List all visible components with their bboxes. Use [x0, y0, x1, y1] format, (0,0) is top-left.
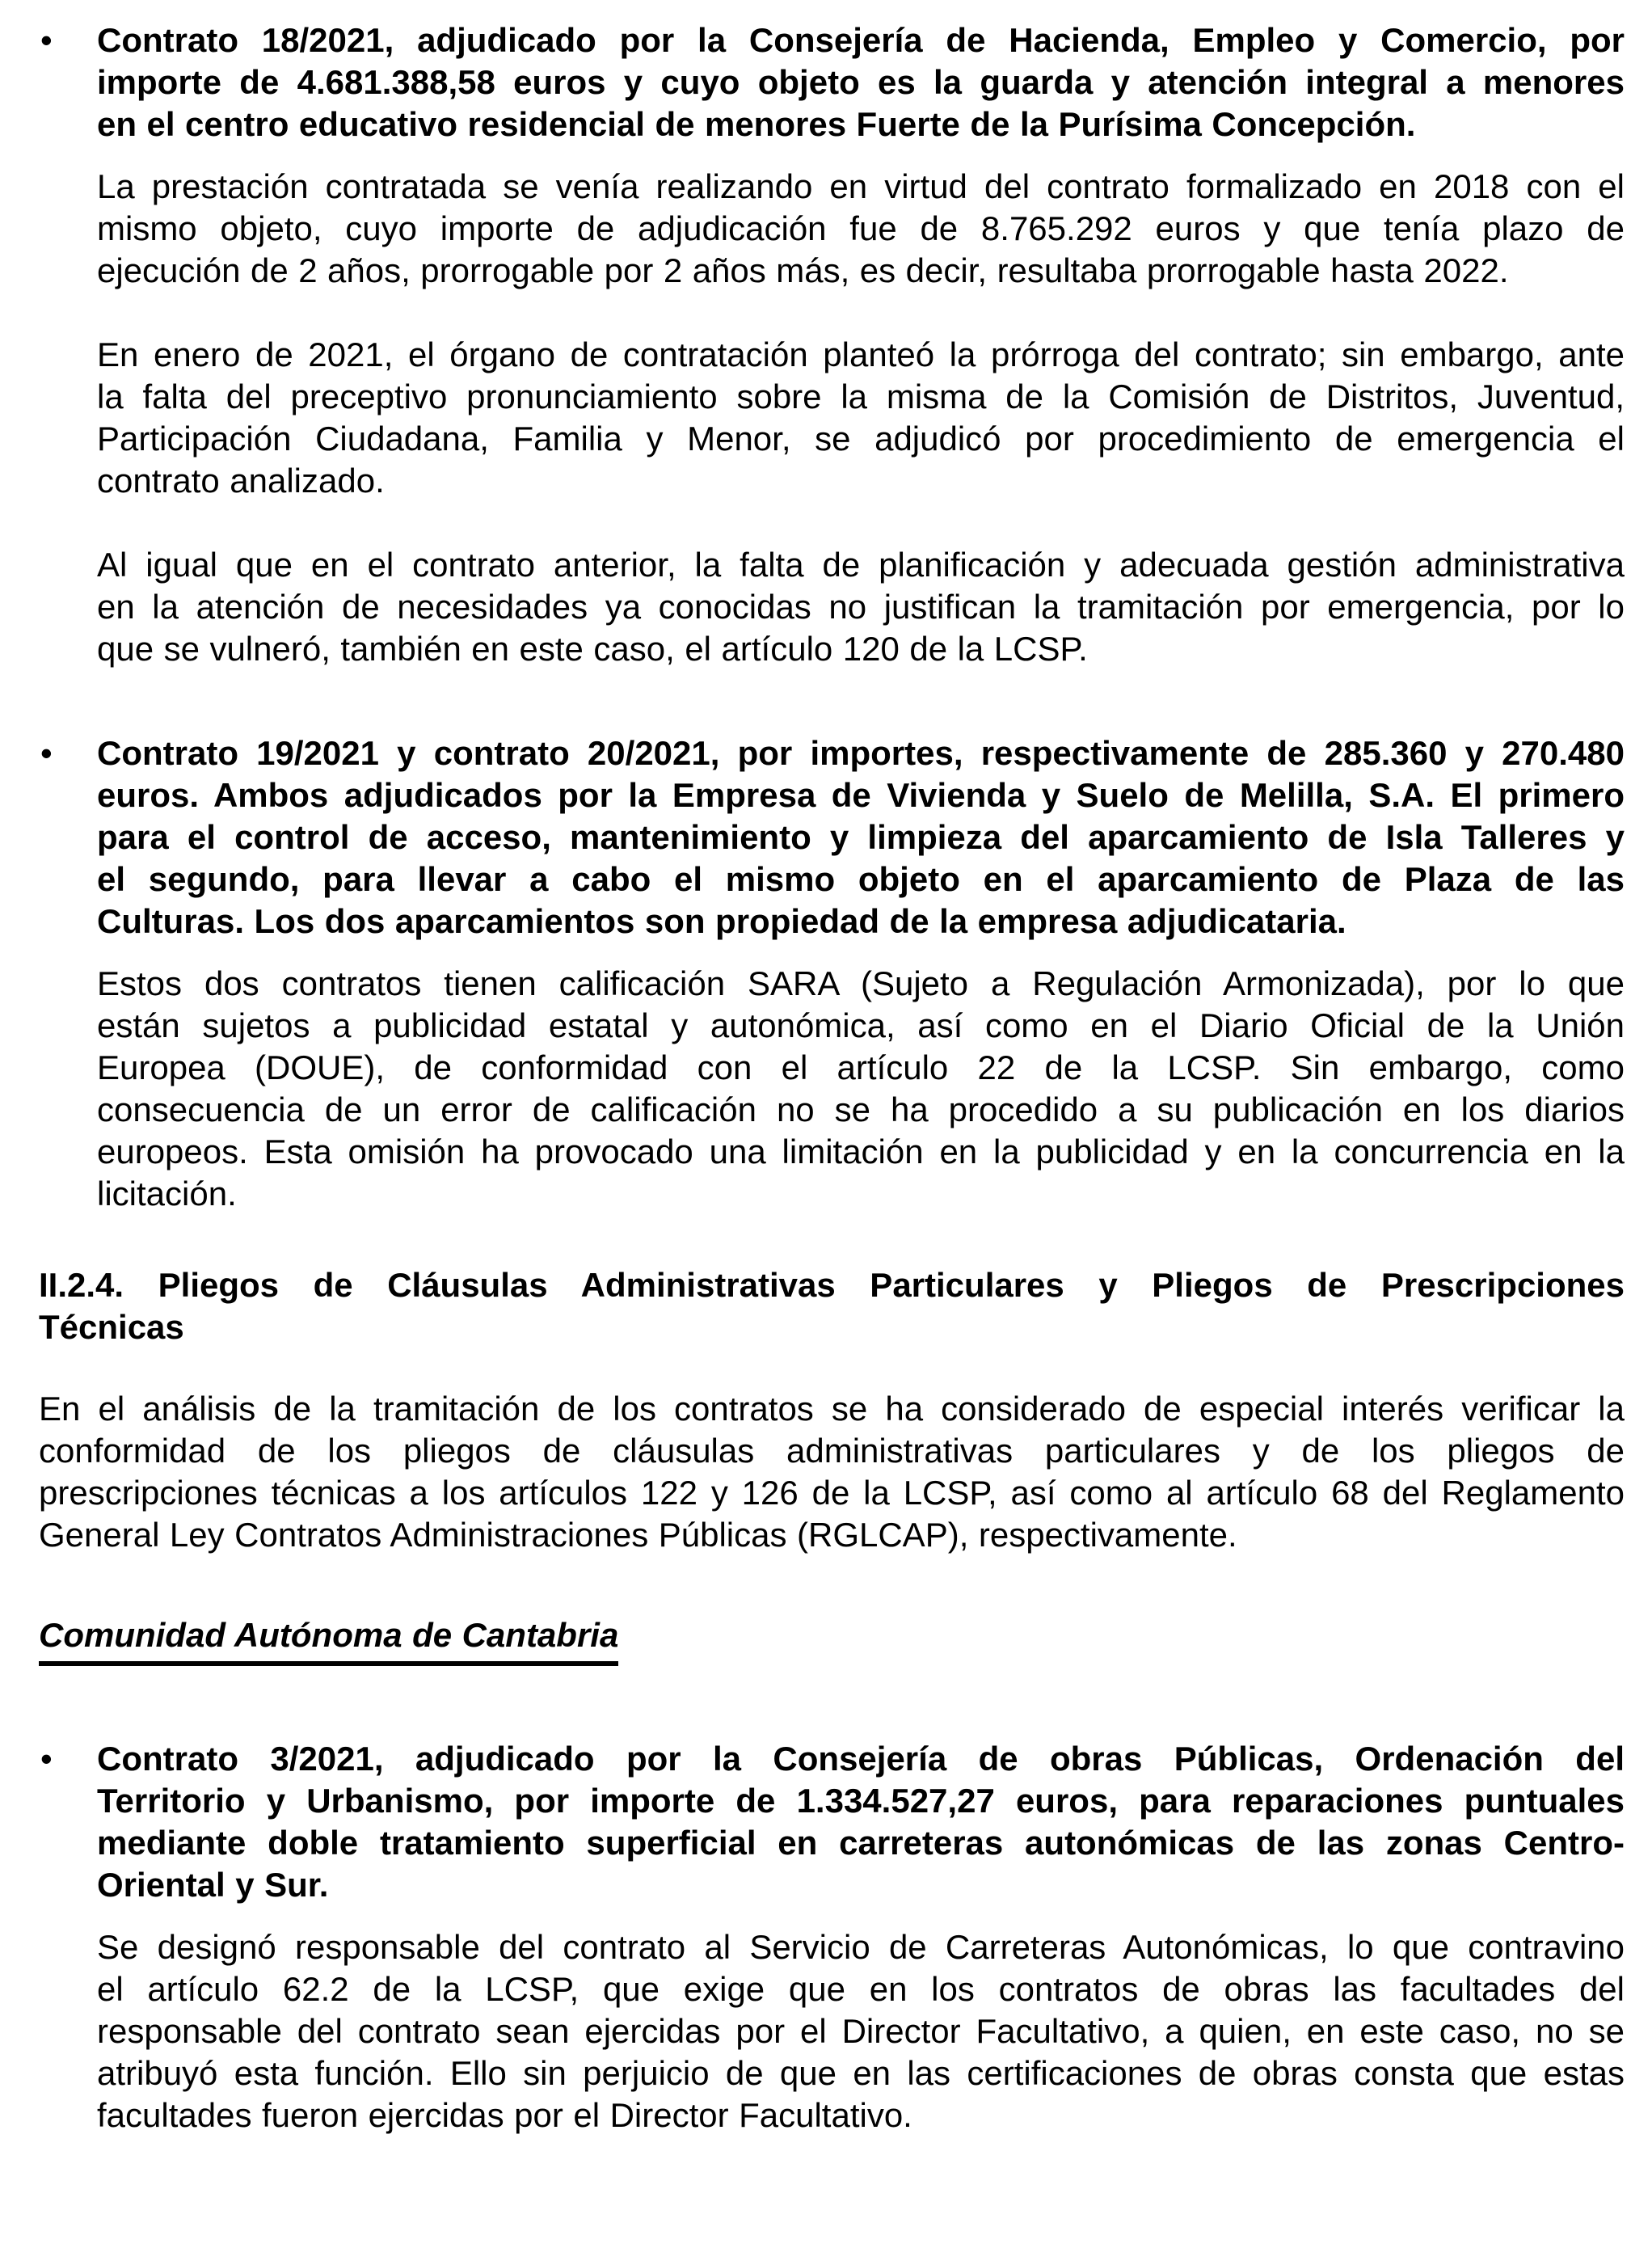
text-line: conformidad de los pliegos de cláusulas administrativas particulares y de los pliegos de: [39, 1432, 1625, 1470]
body-paragraph: [97, 963, 1625, 1215]
text-line: mediante doble tratamiento superficial en carreteras autonómicas de las zonas Centro-: [97, 1824, 1625, 1862]
bullet-paragraph: [39, 1738, 1625, 1906]
text-line: Contrato 18/2021, adjudicado por la Consejería de Hacienda, Empleo y Comercio, por: [97, 21, 1625, 59]
text-line: euros. Ambos adjudicados por la Empresa de Vivienda y Suelo de Melilla, S.A. El primero: [97, 776, 1625, 814]
body-paragraph: [97, 1926, 1625, 2136]
text-line: En enero de 2021, el órgano de contratación planteó la prórroga del contrato; sin embargo, ante: [97, 335, 1625, 373]
text-line: licitación.: [97, 1175, 237, 1213]
text-line: General Ley Contratos Administraciones Públicas (RGLCAP), respectivamente.: [39, 1516, 1237, 1554]
text-line: Técnicas: [39, 1308, 184, 1346]
text-line: La prestación contratada se venía realizando en virtud del contrato formalizado en 2018 con el: [97, 167, 1625, 205]
bullet-icon: •: [40, 21, 53, 59]
text-line: Al igual que en el contrato anterior, la falta de planificación y adecuada gestión administrativa: [97, 546, 1625, 584]
text-line: prescripciones técnicas a los artículos 122 y 126 de la LCSP, así como al artículo 68 del Reglamento: [39, 1474, 1625, 1512]
bullet-icon: •: [40, 734, 53, 772]
text-line: consecuencia de un error de calificación no se ha procedido a su publicación en los diarios: [97, 1090, 1625, 1128]
text-line: Territorio y Urbanismo, por importe de 1.334.527,27 euros, para reparaciones puntuales: [97, 1782, 1625, 1820]
text-line: Se designó responsable del contrato al Servicio de Carreteras Autonómicas, lo que contravino: [97, 1928, 1625, 1966]
text-line: que se vulneró, también en este caso, el artículo 120 de la LCSP.: [97, 630, 1088, 668]
text-line: para el control de acceso, mantenimiento y limpieza del aparcamiento de Isla Talleres y: [97, 818, 1625, 856]
text-line: atribuyó esta función. Ello sin perjuicio de que en las certificaciones de obras consta que estas: [97, 2054, 1625, 2092]
text-line: contrato analizado.: [97, 462, 385, 500]
region-heading: [39, 1614, 1625, 1676]
text-line: están sujetos a publicidad estatal y autonómica, así como en el Diario Oficial de la Unión: [97, 1006, 1625, 1044]
text-line: Estos dos contratos tienen calificación SARA (Sujeto a Regulación Armonizada), por lo que: [97, 964, 1625, 1002]
section-heading: [39, 1264, 1625, 1348]
document-content: [39, 19, 1625, 2136]
text-line: europeos. Esta omisión ha provocado una limitación en la publicidad y en la concurrencia en la: [97, 1133, 1625, 1171]
text-line: facultades fueron ejercidas por el Director Facultativo.: [97, 2096, 912, 2134]
bullet-paragraph: [39, 732, 1625, 943]
text-line: ejecución de 2 años, prorrogable por 2 años más, es decir, resultaba prorrogable hasta 2022.: [97, 251, 1509, 289]
text-line: Contrato 3/2021, adjudicado por la Consejería de obras Públicas, Ordenación del: [97, 1740, 1625, 1778]
body-paragraph: [97, 334, 1625, 502]
body-paragraph: [39, 1388, 1625, 1556]
text-line: Comunidad Autónoma de Cantabria: [39, 1614, 618, 1666]
text-line: mismo objeto, cuyo importe de adjudicación fue de 8.765.292 euros y que tenía plazo de: [97, 209, 1625, 247]
text-line: II.2.4. Pliegos de Cláusulas Administrativas Particulares y Pliegos de Prescripciones: [39, 1266, 1625, 1304]
text-line: la falta del preceptivo pronunciamiento sobre la misma de la Comisión de Distritos, Juventud,: [97, 378, 1625, 415]
text-line: importe de 4.681.388,58 euros y cuyo objeto es la guarda y atención integral a menores: [97, 63, 1625, 101]
text-line: en el centro educativo residencial de menores Fuerte de la Purísima Concepción.: [97, 105, 1416, 143]
body-paragraph: [97, 166, 1625, 292]
text-line: Oriental y Sur.: [97, 1866, 329, 1904]
bullet-icon: •: [40, 1740, 53, 1778]
text-line: Culturas. Los dos aparcamientos son propiedad de la empresa adjudicataria.: [97, 902, 1346, 940]
text-line: Contrato 19/2021 y contrato 20/2021, por importes, respectivamente de 285.360 y 270.480: [97, 734, 1625, 772]
text-line: responsable del contrato sean ejercidas por el Director Facultativo, a quien, en este caso, no se: [97, 2012, 1625, 2050]
body-paragraph: [97, 544, 1625, 670]
bullet-paragraph: [39, 19, 1625, 146]
text-line: Participación Ciudadana, Familia y Menor, se adjudicó por procedimiento de emergencia el: [97, 420, 1625, 458]
text-line: en la atención de necesidades ya conocidas no justifican la tramitación por emergencia, por lo: [97, 588, 1625, 626]
text-line: En el análisis de la tramitación de los contratos se ha considerado de especial interés verificar la: [39, 1390, 1625, 1428]
text-line: el artículo 62.2 de la LCSP, que exige que en los contratos de obras las facultades del: [97, 1970, 1625, 2008]
text-line: el segundo, para llevar a cabo el mismo objeto en el aparcamiento de Plaza de las: [97, 860, 1625, 898]
text-line: Europea (DOUE), de conformidad con el artículo 22 de la LCSP. Sin embargo, como: [97, 1048, 1625, 1086]
